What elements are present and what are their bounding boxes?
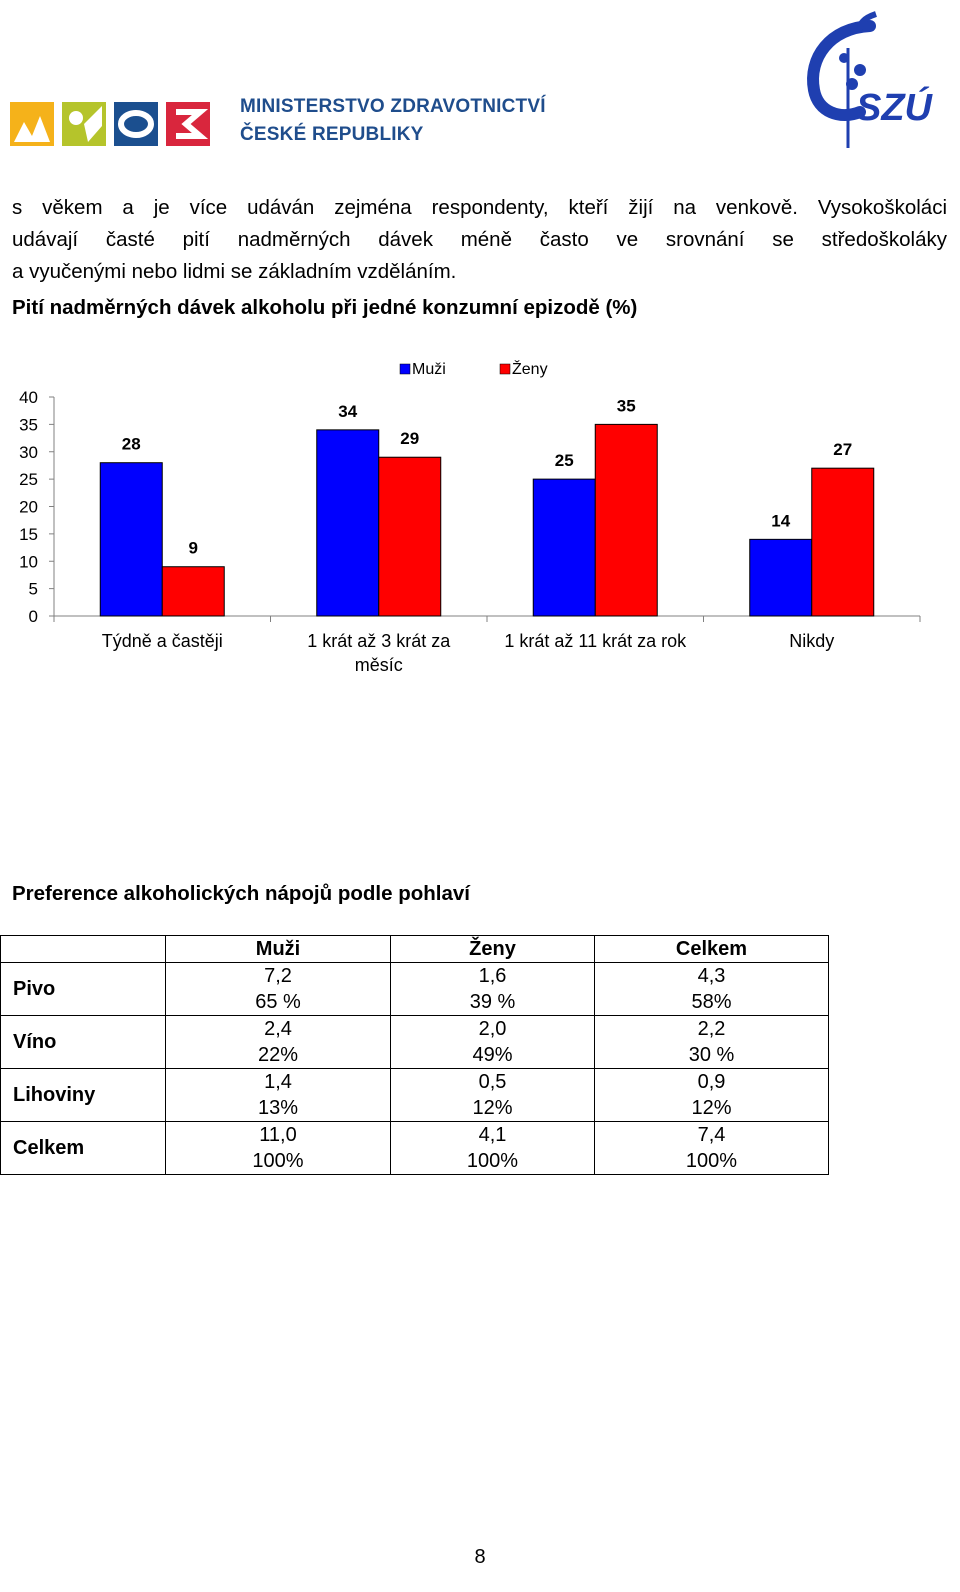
ministry-name-line1: MINISTERSTVO ZDRAVOTNICTVÍ	[240, 96, 546, 117]
data-label: 27	[833, 440, 853, 460]
cell-percent: 49%	[472, 1044, 513, 1066]
bar-muzi	[100, 463, 162, 616]
cell-value: 11,0	[259, 1124, 297, 1146]
cell-value: 4,3	[697, 965, 726, 987]
table-row	[1, 963, 829, 1016]
x-category-label: 1 krát až 11 krát za rok	[504, 631, 687, 651]
cell-value: 4,1	[478, 1124, 507, 1146]
table-cell	[166, 1016, 391, 1069]
paragraph-line-2: udávají časté pití nadměrných dávek méně často ve srovnání se středoškoláky	[12, 228, 947, 251]
data-label: 9	[188, 538, 198, 558]
bar-zeny	[162, 567, 224, 616]
table-corner-cell	[1, 936, 166, 963]
cell-value: 7,4	[697, 1124, 726, 1146]
cell-value: 2,0	[478, 1018, 507, 1040]
cell-percent: 12%	[472, 1097, 513, 1119]
x-category-label: měsíc	[354, 655, 403, 675]
table-header-cell: Celkem	[595, 936, 829, 963]
table-cell	[391, 1069, 595, 1122]
cell-value: 7,2	[264, 965, 292, 987]
table-cell	[391, 963, 595, 1016]
table-cell	[595, 1016, 829, 1069]
data-label: 35	[616, 396, 636, 416]
paragraph-line-1: s věkem a je více udáván zejména respondenty, kteří žijí na venkově. Vysokoškoláci	[12, 196, 947, 219]
szu-logo-text: SZÚ	[856, 87, 932, 129]
cell-percent: 100%	[252, 1150, 304, 1172]
body-paragraph	[12, 192, 947, 288]
table-cell	[595, 1122, 829, 1175]
preference-table	[0, 935, 829, 1175]
table-cell	[391, 1122, 595, 1175]
bar-chart	[0, 350, 960, 700]
cell-percent: 65 %	[255, 991, 301, 1013]
bar-zeny	[379, 457, 441, 616]
table-header-cell: Muži	[166, 936, 391, 963]
data-label: 28	[121, 434, 141, 454]
legend-swatch	[400, 364, 410, 374]
y-tick-label: 25	[19, 470, 38, 490]
chart-heading: Pití nadměrných dávek alkoholu při jedné konzumní epizodě (%)	[12, 296, 638, 319]
cell-percent: 39 %	[469, 991, 516, 1013]
cell-percent: 13%	[257, 1097, 299, 1119]
table-header-row	[1, 936, 829, 963]
table-heading: Preference alkoholických nápojů podle pohlaví	[12, 882, 470, 905]
data-label: 25	[554, 451, 574, 471]
cell-value: 1,4	[264, 1071, 292, 1093]
cell-value: 0,5	[478, 1071, 507, 1093]
y-tick-label: 15	[19, 524, 38, 544]
table-cell	[166, 963, 391, 1016]
cell-value: 1,6	[478, 965, 507, 987]
legend-label: Ženy	[512, 361, 548, 378]
cell-value: 2,4	[264, 1018, 292, 1040]
x-category-label: Nikdy	[789, 631, 835, 651]
y-tick-label: 5	[28, 579, 38, 599]
y-tick-label: 35	[19, 415, 38, 435]
bar-muzi	[533, 479, 595, 616]
ministry-logo	[10, 96, 555, 152]
y-tick-label: 0	[28, 607, 38, 626]
data-label: 14	[771, 511, 791, 531]
table-row	[1, 1122, 829, 1175]
y-tick-label: 30	[19, 442, 38, 462]
cell-percent: 100%	[466, 1150, 519, 1172]
data-label: 29	[400, 429, 420, 449]
cell-value: 0,9	[697, 1071, 726, 1093]
table-cell	[166, 1069, 391, 1122]
y-tick-label: 40	[19, 388, 38, 407]
bar-muzi	[750, 539, 812, 616]
table-cell	[391, 1016, 595, 1069]
table-row	[1, 1016, 829, 1069]
table-cell	[595, 1069, 829, 1122]
legend-label: Muži	[412, 361, 446, 378]
table-row	[1, 1069, 829, 1122]
table-row-label: Pivo	[1, 963, 166, 1016]
page-number: 8	[474, 1546, 486, 1568]
ministry-emblem-icon	[10, 96, 220, 152]
bar-zeny	[812, 468, 874, 616]
szu-logo	[800, 8, 950, 153]
cell-percent: 30 %	[688, 1044, 735, 1066]
ministry-name-line2: ČESKÉ REPUBLIKY	[240, 124, 424, 145]
cell-percent: 22%	[257, 1044, 299, 1066]
table-cell	[166, 1122, 391, 1175]
cell-percent: 58%	[691, 991, 732, 1013]
table-row-label: Lihoviny	[1, 1069, 166, 1122]
y-tick-label: 20	[19, 497, 38, 517]
legend-swatch	[500, 364, 510, 374]
y-tick-label: 10	[19, 552, 38, 572]
cell-value: 2,2	[697, 1018, 726, 1040]
cell-percent: 100%	[685, 1150, 738, 1172]
paragraph-line-3: a vyučenými nebo lidmi se základním vzděláním.	[12, 260, 457, 283]
data-label: 34	[338, 401, 358, 421]
x-category-label: 1 krát až 3 krát za	[307, 631, 451, 651]
bar-muzi	[317, 430, 379, 616]
x-category-label: Týdně a častěji	[101, 631, 223, 651]
bar-zeny	[595, 424, 657, 616]
table-row-label: Celkem	[1, 1122, 166, 1175]
table-header-cell: Ženy	[391, 936, 595, 963]
table-cell	[595, 963, 829, 1016]
cell-percent: 12%	[691, 1097, 732, 1119]
table-row-label: Víno	[1, 1016, 166, 1069]
